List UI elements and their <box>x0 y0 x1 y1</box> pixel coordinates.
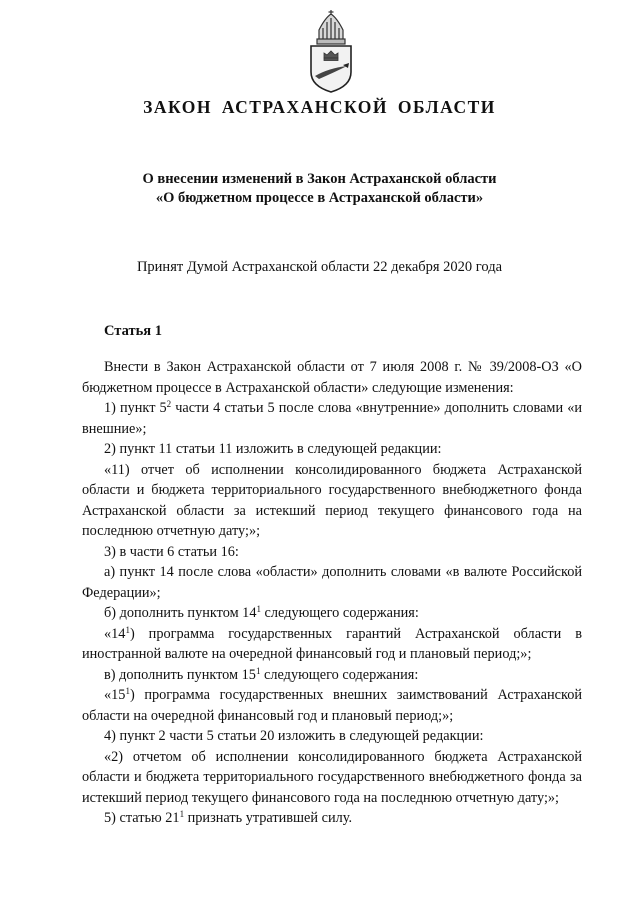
paragraph: б) дополнить пунктом $14^1$ следующего содержания: <box>104 604 419 621</box>
paragraph: в) дополнить пунктом $15^1$ следующего содержания: <box>104 665 419 683</box>
paragraph: «$15^1$) программа государственных внешних заимствований Астраханской области на очередной финансовый год и плановый период;»; <box>82 686 582 724</box>
document-subtitle <box>0 170 639 208</box>
subtitle-line: «О бюджетном процессе в Астраханской области» <box>155 190 484 206</box>
paragraph: 5) статью $21^1$ признать утратившей силу. <box>104 809 353 826</box>
paragraph: 4) пункт 2 части 5 статьи 20 изложить в следующей редакции: <box>104 728 484 744</box>
document-title: ЗАКОН АСТРАХАНСКОЙ ОБЛАСТИ <box>143 97 496 117</box>
article-body <box>82 357 582 829</box>
paragraph: а) пункт 14 после слова «области» дополнить словами «в валюте Российской Федерации»; <box>82 564 582 601</box>
adoption-statement: Принят Думой Астраханской области 22 декабря 2020 года <box>136 259 503 275</box>
paragraph: 1) пункт $5^2$ части 4 статьи 5 после слова «внутренние» дополнить словами «и внешние»; <box>82 399 582 437</box>
subtitle-line: О внесении изменений в Закон Астраханской области <box>142 171 497 187</box>
coat-of-arms-icon <box>305 10 357 94</box>
paragraph: 2) пункт 11 статьи 11 изложить в следующей редакции: <box>104 441 442 457</box>
paragraph: «2) отчетом об исполнении консолидированного бюджета Астраханской области и бюджета территориального государственного внебюджетного фонда за истекший период текущего финансового года на последнюю отчетную дату;»; <box>82 748 582 806</box>
paragraph: 3) в части 6 статьи 16: <box>104 543 239 560</box>
paragraph: «$14^1$) программа государственных гарантий Астраханской области в иностранной валюте на очередной финансовый год и плановый период;»; <box>82 624 582 662</box>
article-heading: Статья 1 <box>104 323 162 339</box>
paragraph: «11) отчет об исполнении консолидированного бюджета Астраханской области и бюджета территориального государственного внебюджетного фонда Астраханской области за истекший период текущего финансового года на последнюю отчетную дату;»; <box>82 461 582 539</box>
paragraph: Внести в Закон Астраханской области от 7 июля 2008 г. № 39/2008-ОЗ «О бюджетном процессе в Астраханской области» следующие изменения: <box>82 359 582 396</box>
